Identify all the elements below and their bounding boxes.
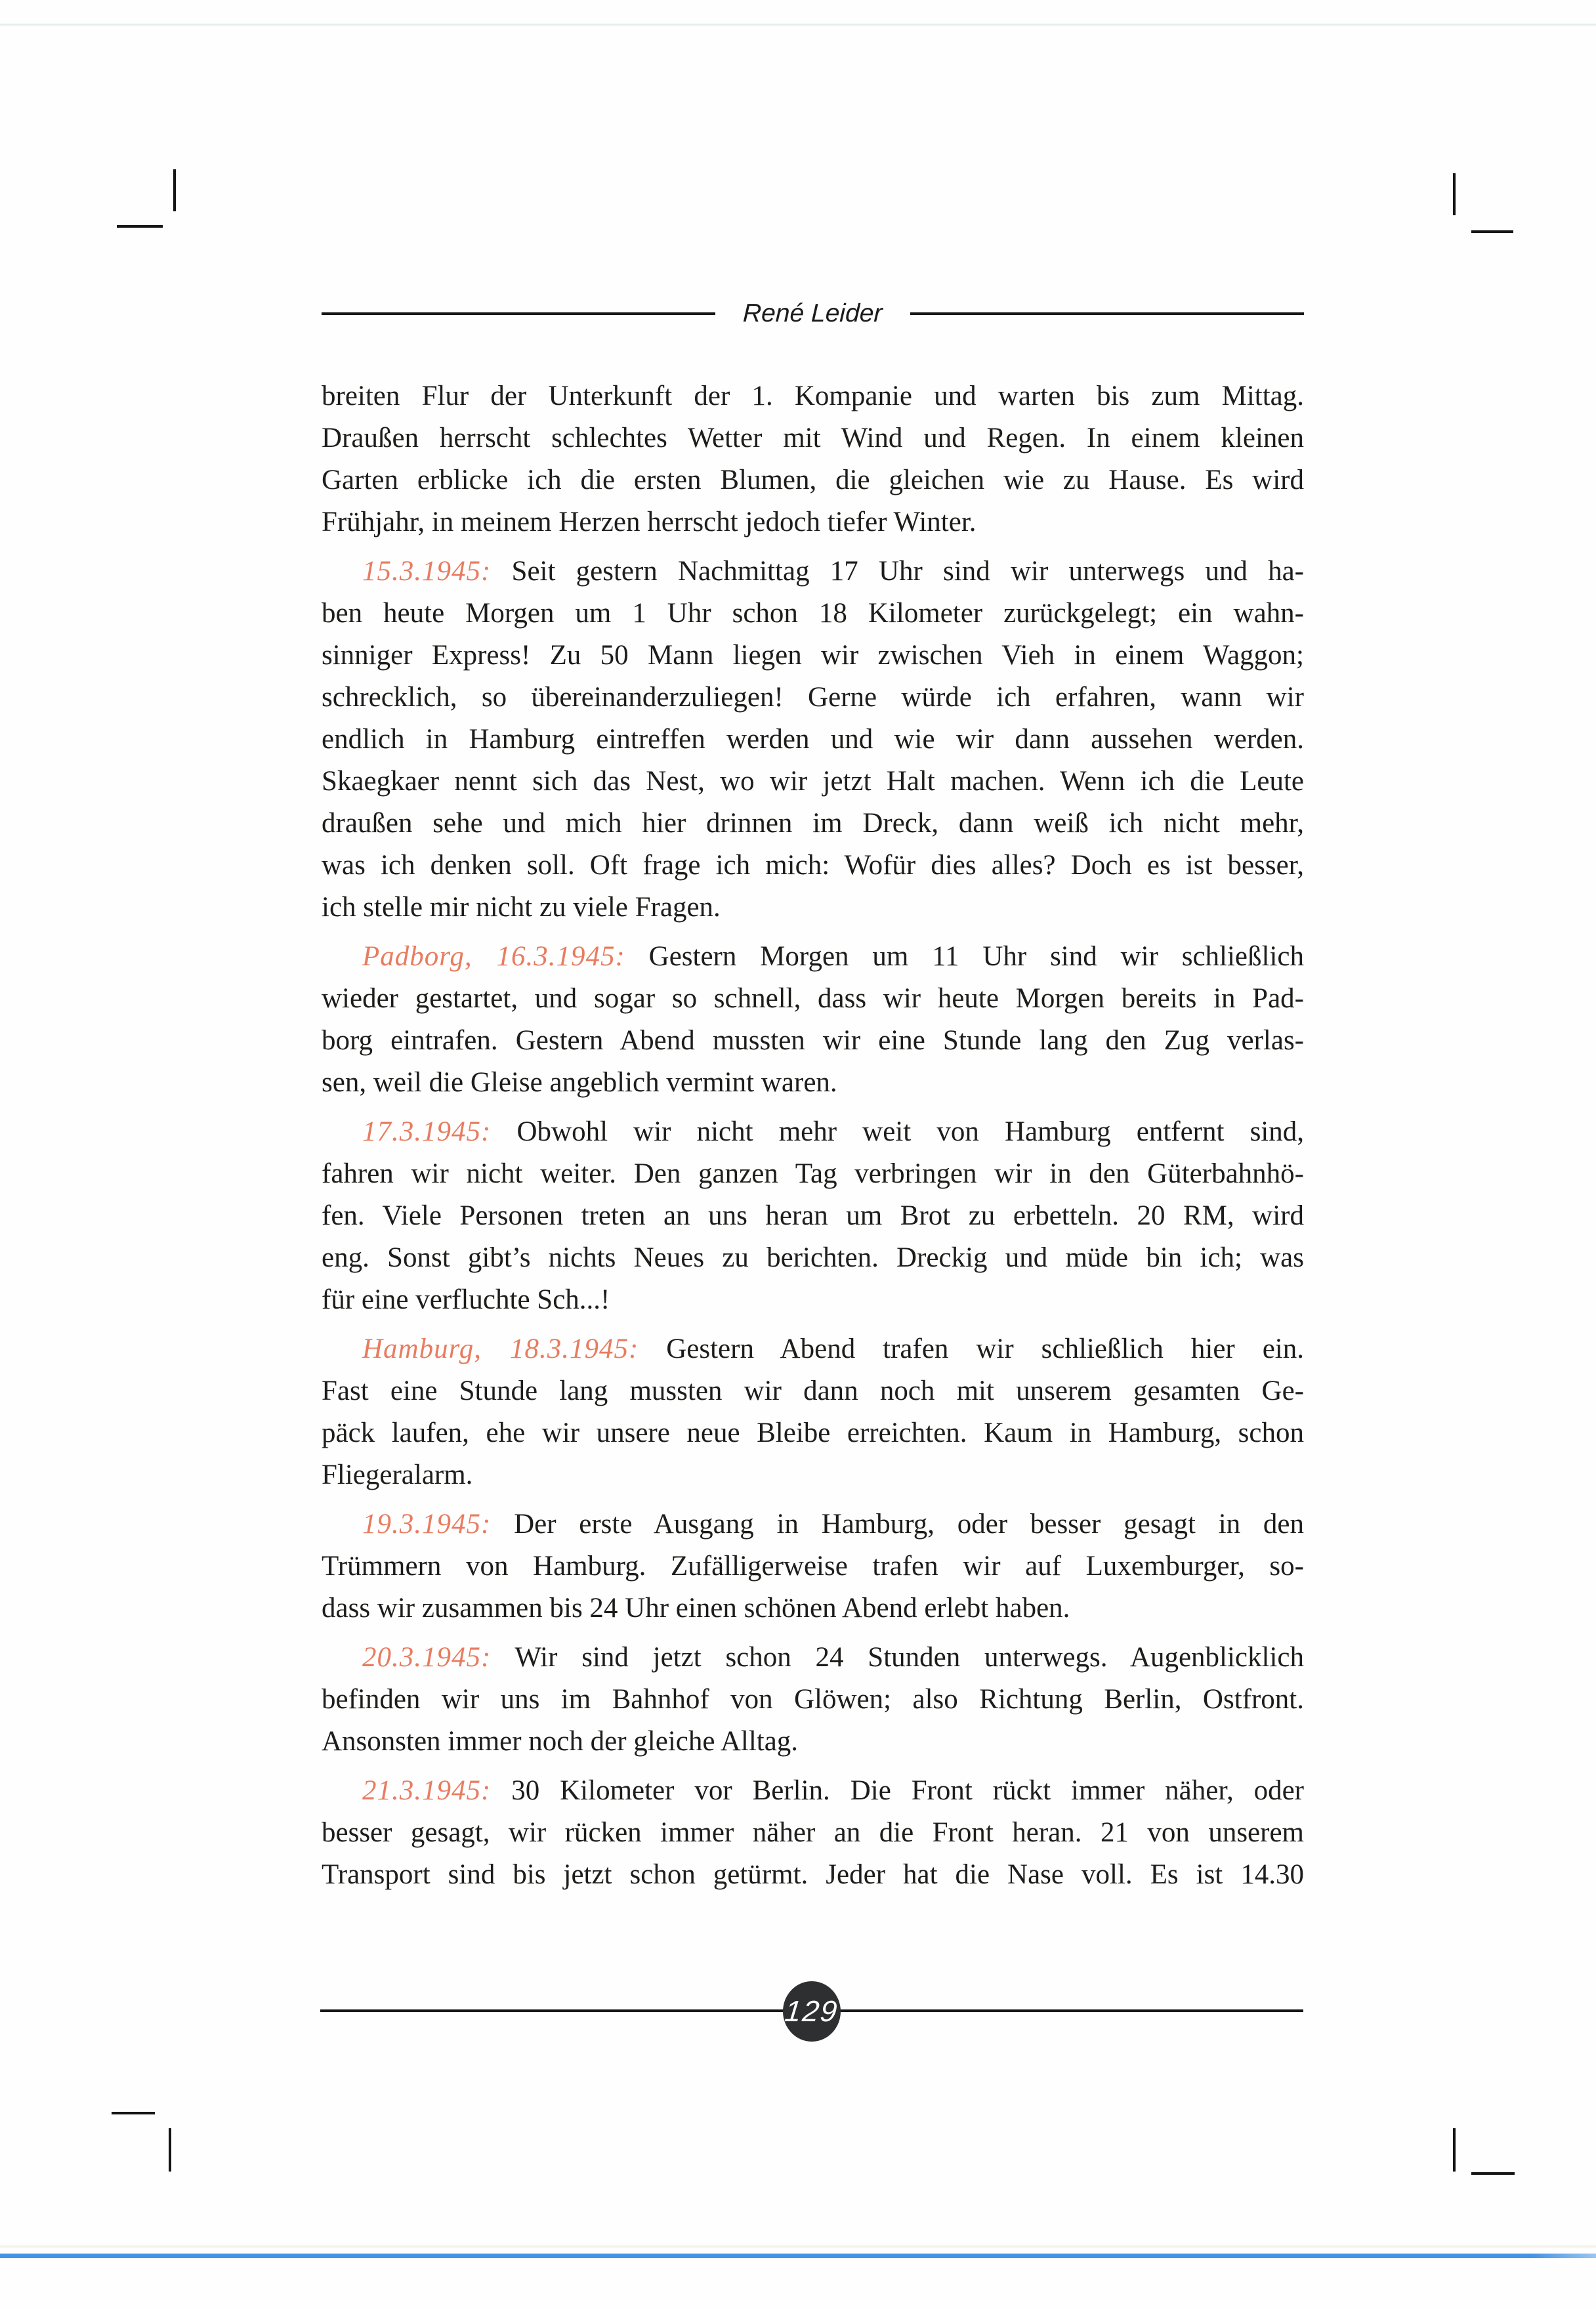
text-line: was ich denken soll. Oft frage ich mich: Wofür dies alles? Doch es ist besser, <box>322 850 1304 881</box>
text-line: breiten Flur der Unterkunft der 1. Kompanie und warten bis zum Mittag. <box>322 381 1304 411</box>
paragraph <box>322 1503 1304 1629</box>
text-line: 20.3.1945: Wir sind jetzt schon 24 Stunden unterwegs. Augenblicklich <box>362 1642 1304 1673</box>
text-line: wieder gestartet, und sogar so schnell, dass wir heute Morgen bereits in Pad- <box>322 983 1304 1014</box>
date-label: 17.3.1945: <box>362 1116 492 1147</box>
text-line: eng. Sonst gibt’s nichts Neues zu berichten. Dreckig und müde bin ich; was <box>322 1242 1304 1273</box>
date-label: 20.3.1945: <box>362 1642 492 1673</box>
text-line: 21.3.1945: 30 Kilometer vor Berlin. Die Front rückt immer näher, oder <box>362 1775 1304 1806</box>
running-head <box>322 294 1304 333</box>
crop-mark-bottom-left-vertical <box>169 2128 171 2172</box>
date-label: 15.3.1945: <box>362 556 492 587</box>
paragraph <box>322 1770 1304 1896</box>
paragraph <box>322 375 1304 543</box>
text-line: Padborg, 16.3.1945: Gestern Morgen um 11 Uhr sind wir schließlich <box>362 941 1304 972</box>
text-line: Garten erblicke ich die ersten Blumen, die gleichen wie zu Hause. Es wird <box>322 465 1304 495</box>
text-line: ben heute Morgen um 1 Uhr schon 18 Kilometer zurückgelegt; ein wahn- <box>322 598 1304 629</box>
text-line: Skaegkaer nennt sich das Nest, wo wir jetzt Halt machen. Wenn ich die Leute <box>322 766 1304 797</box>
text-line: endlich in Hamburg eintreffen werden und wie wir dann aussehen werden. <box>322 724 1304 755</box>
bottom-edge-blue-line <box>0 2254 1596 2258</box>
text-line: Fast eine Stunde lang mussten wir dann noch mit unserem gesamten Ge- <box>322 1376 1304 1406</box>
text-line: für eine verfluchte Sch...! <box>322 1284 610 1315</box>
author-name: René Leider <box>742 299 883 327</box>
text-line: sen, weil die Gleise angeblich vermint waren. <box>322 1067 837 1098</box>
text-line: Hamburg, 18.3.1945: Gestern Abend trafen wir schließlich hier ein. <box>362 1334 1304 1364</box>
top-edge-scan-line <box>0 24 1596 26</box>
text-line: Fliegeralarm. <box>322 1460 473 1490</box>
text-line: besser gesagt, wir rücken immer näher an die Front heran. 21 von unserem <box>322 1817 1304 1848</box>
bottom-cream-scan-band <box>0 2245 1596 2248</box>
text-line: 19.3.1945: Der erste Ausgang in Hamburg, oder besser gesagt in den <box>362 1509 1304 1540</box>
paragraph <box>322 1328 1304 1496</box>
date-label: 21.3.1945: <box>362 1775 492 1806</box>
text-line: Ansonsten immer noch der gleiche Alltag. <box>322 1726 799 1757</box>
crop-mark-bottom-right-vertical <box>1453 2128 1456 2172</box>
crop-mark-top-right-horizontal <box>1471 230 1513 233</box>
page-number-badge <box>783 1981 841 2042</box>
paragraph <box>322 1111 1304 1321</box>
text-line: befinden wir uns im Bahnhof von Glöwen; also Richtung Berlin, Ostfront. <box>322 1684 1304 1715</box>
text-line: 17.3.1945: Obwohl wir nicht mehr weit von Hamburg entfernt sind, <box>362 1116 1304 1147</box>
text-line: 15.3.1945: Seit gestern Nachmittag 17 Uhr sind wir unterwegs und ha- <box>362 556 1304 587</box>
text-line: Frühjahr, in meinem Herzen herrscht jedoch tiefer Winter. <box>322 507 976 537</box>
header-rule-right <box>910 312 1304 315</box>
text-line: Transport sind bis jetzt schon getürmt. Jeder hat die Nase voll. Es ist 14.30 <box>322 1859 1304 1890</box>
date-label: Padborg, 16.3.1945: <box>362 941 625 972</box>
text-line: fahren wir nicht weiter. Den ganzen Tag verbringen wir in den Güterbahnhö- <box>322 1158 1304 1189</box>
paragraph <box>322 551 1304 929</box>
text-line: draußen sehe und mich hier drinnen im Dreck, dann weiß ich nicht mehr, <box>322 808 1304 839</box>
crop-mark-bottom-right-horizontal <box>1471 2172 1515 2175</box>
crop-mark-bottom-left-horizontal <box>112 2112 155 2114</box>
text-line: päck laufen, ehe wir unsere neue Bleibe erreichten. Kaum in Hamburg, schon <box>322 1418 1304 1448</box>
page-number: 129 <box>783 1994 841 2028</box>
header-rule-left <box>322 312 715 315</box>
text-line: schrecklich, so übereinanderzuliegen! Gerne würde ich erfahren, wann wir <box>322 682 1304 713</box>
paragraph <box>322 936 1304 1104</box>
paragraph <box>322 1637 1304 1763</box>
date-label: 19.3.1945: <box>362 1509 492 1540</box>
text-line: borg eintrafen. Gestern Abend mussten wir eine Stunde lang den Zug verlas- <box>322 1025 1304 1056</box>
text-line: Trümmern von Hamburg. Zufälligerweise trafen wir auf Luxemburger, so- <box>322 1551 1304 1582</box>
diary-text-block <box>322 375 1304 1896</box>
text-line: sinniger Express! Zu 50 Mann liegen wir zwischen Vieh in einem Waggon; <box>322 640 1304 671</box>
text-line: fen. Viele Personen treten an uns heran um Brot zu erbetteln. 20 RM, wird <box>322 1200 1304 1231</box>
crop-mark-top-left-vertical <box>173 169 176 211</box>
crop-mark-top-right-vertical <box>1453 173 1456 215</box>
text-line: ich stelle mir nicht zu viele Fragen. <box>322 892 721 923</box>
crop-mark-top-left-horizontal <box>117 225 163 228</box>
date-label: Hamburg, 18.3.1945: <box>362 1334 639 1364</box>
text-line: Draußen herrscht schlechtes Wetter mit Wind und Regen. In einem kleinen <box>322 423 1304 453</box>
text-line: dass wir zusammen bis 24 Uhr einen schönen Abend erlebt haben. <box>322 1593 1070 1624</box>
